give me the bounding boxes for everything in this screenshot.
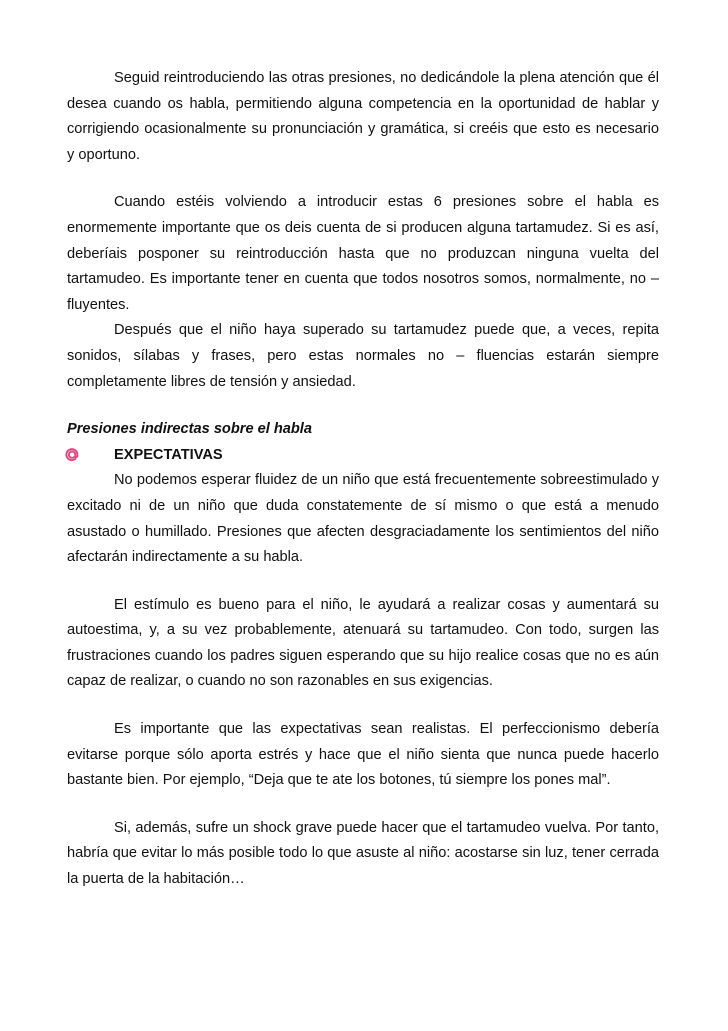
paragraph-spacer (67, 395, 659, 417)
paragraph-1: Seguid reintroduciendo las otras presiones, no dedicándole la plena atención que él desea cuando os habla, permitiendo alguna competencia en la oportunidad de hablar y corrigiendo ocasionalmente su pronunciación y gramática, si creéis que esto es necesario y oportuno. (67, 70, 659, 163)
paragraph-spacer (67, 168, 659, 190)
paragraph-4: No podemos esperar fluidez de un niño que está frecuentemente sobreestimulado y excitado ni de un niño que duda constatemente de sí mismo o que está a menudo asustado o humillado. Presiones que afecten desgraciadamente los sentimientos del niño afectarán indirectamente a su habla. (67, 472, 659, 566)
document-page (67, 66, 659, 893)
section-heading: Presiones indirectas sobre el habla (67, 421, 312, 438)
paragraph-spacer (67, 695, 659, 717)
paragraph-5: El estímulo es bueno para el niño, le ayudará a realizar cosas y aumentará su autoestima, y, a su vez probablemente, atenuará su tartamudeo. Con todo, surgen las frustraciones cuando los padres siguen esperando que su hijo realice cosas que no es aún capaz de realizar, o cuando no son razonables en sus exigencias. (67, 596, 659, 690)
bullet-label: EXPECTATIVAS (114, 446, 223, 463)
spiral-bullet-icon (64, 447, 80, 463)
paragraph-7: Si, además, sufre un shock grave puede hacer que el tartamudeo vuelva. Por tanto, habría que evitar lo más posible todo lo que asuste al niño: acostarse sin luz, tener cerrada la puerta de la habitación… (67, 819, 659, 888)
paragraph-3: Después que el niño haya superado su tartamudez puede que, a veces, repita sonidos, sílabas y frases, pero estas normales no – fluencias estarán siempre completamente libres de tensión y ansiedad. (67, 322, 659, 390)
paragraph-spacer (67, 794, 659, 816)
bullet-item-expectativas (67, 443, 659, 469)
paragraph-spacer (67, 571, 659, 593)
paragraph-6: Es importante que las expectativas sean realistas. El perfeccionismo debería evitarse porque sólo aporta estrés y hace que el niño sienta que nunca puede hacerlo bastante bien. Por ejemplo, “Deja que te ate los botones, tú siempre los pones mal”. (67, 721, 659, 789)
paragraph-2: Cuando estéis volviendo a introducir estas 6 presiones sobre el habla es enormemente importante que os deis cuenta de si producen alguna tartamudez. Si es así, deberíais posponer su reintroducción hasta que no produzcan ninguna vuelta del tartamudeo. Es importante tener en cuenta que todos nosotros somos, normalmente, no – fluyentes. (67, 194, 659, 313)
